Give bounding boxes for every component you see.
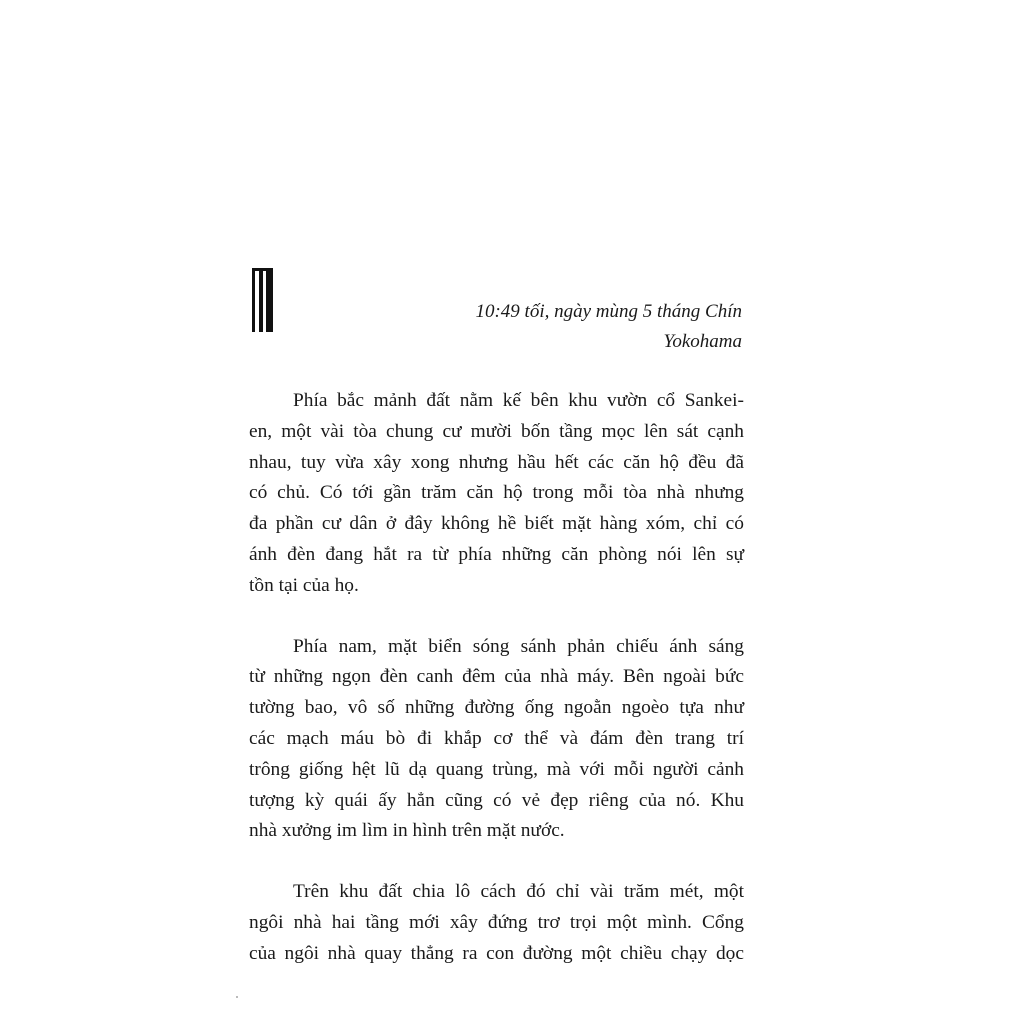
text-line: tượng kỳ quái ấy hẳn cũng có vẻ đẹp riêng của nó. Khu (249, 789, 744, 811)
chapter-location: Yokohama (663, 331, 742, 352)
text-line: tồn tại của họ. (249, 574, 359, 596)
paragraph (249, 877, 744, 969)
text-line: của ngôi nhà quay thẳng ra con đường một chiều chạy dọc (249, 942, 744, 964)
text-line: các mạch máu bò đi khắp cơ thể và đám đèn trang trí (249, 727, 744, 749)
text-line: Phía nam, mặt biển sóng sánh phản chiếu ánh sáng (293, 635, 744, 657)
text-line: Trên khu đất chia lô cách đó chỉ vài trăm mét, một (293, 881, 744, 903)
chapter-header (475, 297, 742, 357)
text-line: Phía bắc mảnh đất nằm kế bên khu vườn cổ Sankei- (293, 390, 744, 411)
chapter-number-glyph (252, 268, 278, 332)
text-line: en, một vài tòa chung cư mười bốn tầng mọc lên sát cạnh (249, 420, 744, 442)
text-line: tường bao, vô số những đường ống ngoằn ngoèo tựa như (249, 697, 744, 719)
text-line: ánh đèn đang hắt ra từ phía những căn phòng nói lên sự (249, 543, 744, 565)
text-line: có chủ. Có tới gần trăm căn hộ trong mỗi tòa nhà nhưng (249, 482, 744, 504)
text-line: ngôi nhà hai tầng mới xây đứng trơ trọi một mình. Cổng (249, 911, 744, 933)
text-line: nhà xưởng im lìm in hình trên mặt nước. (249, 820, 565, 842)
text-line: đa phần cư dân ở đây không hề biết mặt hàng xóm, chỉ có (249, 513, 744, 535)
text-line: từ những ngọn đèn canh đêm của nhà máy. Bên ngoài bức (249, 666, 744, 688)
text-line: trông giống hệt lũ dạ quang trùng, mà với mỗi người cảnh (249, 758, 744, 780)
paragraph (249, 386, 744, 602)
text-line: nhau, tuy vừa xây xong nhưng hầu hết các căn hộ đều đã (249, 451, 744, 473)
paragraph (249, 632, 744, 848)
body-text (249, 386, 744, 1000)
scan-speck (236, 996, 238, 998)
chapter-time-date: 10:49 tối, ngày mùng 5 tháng Chín (475, 301, 742, 322)
